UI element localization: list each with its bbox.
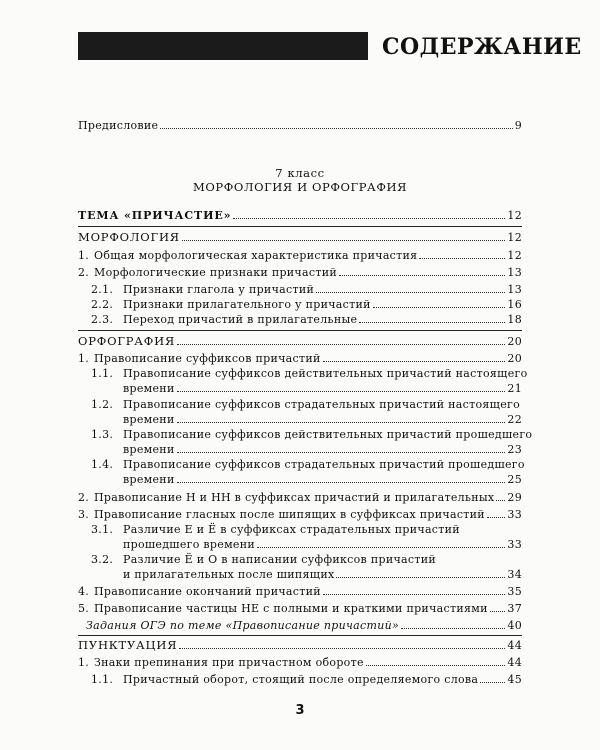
toc-label: Морфологические признаки причастий — [94, 266, 337, 279]
dot-leader — [177, 482, 506, 483]
toc-page: 34 — [507, 568, 522, 581]
toc-page: 13 — [507, 283, 522, 296]
toc-label: Правописание суффиксов страдательных причастий прошедшего — [123, 458, 525, 471]
toc-page: 35 — [507, 585, 522, 598]
toc-label: Различие Е и Ё в суффиксах страдательных причастий — [123, 523, 460, 536]
toc-label: Правописание суффиксов действительных причастий прошедшего — [123, 428, 533, 441]
toc-number: 1.4. — [91, 458, 114, 471]
toc-page: 29 — [507, 491, 522, 504]
toc-page: 12 — [507, 231, 522, 244]
toc-number: 2.2. — [91, 298, 114, 311]
toc-section-morphology[interactable] — [78, 230, 522, 244]
toc-label: прошедшего времени — [123, 538, 255, 551]
page-number: 3 — [295, 703, 305, 718]
dot-leader — [401, 628, 505, 629]
toc-entry-orth-4[interactable] — [78, 584, 522, 598]
toc-entry-orth-3[interactable] — [78, 507, 522, 521]
toc-entry-oge-tasks[interactable] — [86, 618, 522, 632]
dot-leader — [339, 275, 505, 276]
toc-page: 23 — [507, 443, 522, 456]
part-heading: МОРФОЛОГИЯ И ОРФОГРАФИЯ — [192, 180, 408, 194]
toc-entry-orth-3-2-line2[interactable] — [123, 567, 522, 581]
dot-leader — [490, 611, 506, 612]
section-rule — [78, 226, 522, 227]
toc-entry-orth-3-1-line1[interactable] — [91, 523, 460, 536]
toc-label: и прилагательных после шипящих — [123, 568, 335, 581]
dot-leader — [177, 391, 506, 392]
toc-page: 12 — [507, 249, 522, 262]
toc-label: Правописание гласных после шипящих в суффиксах причастий — [94, 508, 485, 521]
toc-entry-morph-2[interactable] — [78, 265, 522, 279]
toc-number: 1.1. — [91, 673, 114, 686]
toc-entry-morph-1[interactable] — [78, 248, 522, 262]
toc-label: времени — [123, 473, 175, 486]
toc-label: Признаки глагола у причастий — [123, 283, 315, 296]
toc-page: 22 — [507, 413, 522, 426]
toc-page: 44 — [507, 656, 522, 669]
toc-page: 12 — [507, 209, 522, 222]
toc-page: 40 — [507, 619, 522, 632]
toc-label: Знаки препинания при причастном обороте — [94, 656, 364, 669]
toc-page: 33 — [507, 538, 522, 551]
dot-leader — [323, 594, 506, 595]
toc-entry-orth-1-4-line1[interactable] — [91, 458, 525, 471]
toc-label: Правописание окончаний причастий — [94, 585, 321, 598]
toc-page: 25 — [507, 473, 522, 486]
toc-label: Правописание суффиксов причастий — [94, 352, 321, 365]
dot-leader — [182, 240, 506, 241]
toc-number: 1. — [78, 249, 90, 262]
toc-label: времени — [123, 443, 175, 456]
dot-leader — [487, 517, 505, 518]
toc-page: 20 — [507, 352, 522, 365]
toc-section-orthography[interactable] — [78, 334, 522, 348]
dot-leader — [177, 452, 506, 453]
toc-entry-preface[interactable] — [78, 118, 522, 132]
toc-number: 2. — [78, 491, 90, 504]
toc-page: 21 — [507, 382, 522, 395]
toc-entry-orth-1-4-line2[interactable] — [123, 472, 522, 486]
toc-page: 18 — [507, 313, 522, 326]
toc-number: 1.2. — [91, 398, 114, 411]
toc-label: Задания ОГЭ по теме «Правописание причастий» — [86, 619, 400, 632]
toc-page: 45 — [507, 673, 522, 686]
toc-entry-orth-1-2-line1[interactable] — [91, 398, 520, 411]
toc-number: 2. — [78, 266, 90, 279]
toc-entry-topic[interactable] — [78, 208, 522, 222]
toc-label: ОРФОГРАФИЯ — [78, 334, 176, 348]
toc-label: Правописание суффиксов действительных причастий настоящего — [123, 367, 528, 380]
toc-number: 1. — [78, 352, 90, 365]
toc-number: 3.1. — [91, 523, 114, 536]
toc-page: 13 — [507, 266, 522, 279]
toc-number: 2.3. — [91, 313, 114, 326]
toc-entry-orth-1-1-line1[interactable] — [91, 367, 528, 380]
toc-label: Общая морфологическая характеристика причастия — [94, 249, 418, 262]
toc-entry-morph-2-2[interactable] — [91, 297, 522, 311]
toc-page: 20 — [507, 335, 522, 348]
toc-entry-orth-1-1-line2[interactable] — [123, 381, 522, 395]
toc-label: Правописание частицы НЕ с полными и краткими причастиями — [94, 602, 488, 615]
toc-number: 2.1. — [91, 283, 114, 296]
toc-entry-morph-2-3[interactable] — [91, 312, 522, 326]
toc-label: Признаки прилагательного у причастий — [123, 298, 371, 311]
dot-leader — [496, 500, 505, 501]
dot-leader — [480, 682, 505, 683]
toc-label: Различие Ё и О в написании суффиксов причастий — [123, 553, 436, 566]
toc-entry-morph-2-1[interactable] — [91, 282, 522, 296]
dot-leader — [257, 547, 505, 548]
toc-label: Предисловие — [78, 119, 159, 132]
section-rule — [78, 330, 522, 331]
toc-entry-orth-1-3-line1[interactable] — [91, 428, 532, 441]
dot-leader — [177, 344, 505, 345]
toc-page: 33 — [507, 508, 522, 521]
toc-section-punctuation[interactable] — [78, 638, 522, 652]
grade-heading: 7 класс — [275, 166, 325, 180]
toc-label: времени — [123, 413, 175, 426]
toc-label: ПУНКТУАЦИЯ — [78, 638, 178, 652]
toc-label: Правописание суффиксов страдательных причастий настоящего — [123, 398, 520, 411]
toc-label: ТЕМА «ПРИЧАСТИЕ» — [78, 209, 232, 222]
toc-entry-orth-2[interactable] — [78, 490, 522, 504]
toc-number: 1.3. — [91, 428, 114, 441]
dot-leader — [373, 307, 506, 308]
toc-label: Причастный оборот, стоящий после определяемого слова — [123, 673, 479, 686]
toc-number: 1.1. — [91, 367, 114, 380]
toc-entry-orth-1-3-line2[interactable] — [123, 442, 522, 456]
toc-entry-punct-1[interactable] — [78, 655, 522, 669]
toc-number: 4. — [78, 585, 90, 598]
dot-leader — [233, 218, 505, 219]
toc-number: 3.2. — [91, 553, 114, 566]
toc-number: 1. — [78, 656, 90, 669]
toc-entry-punct-1-1[interactable] — [91, 672, 522, 686]
toc-entry-orth-1[interactable] — [78, 351, 522, 365]
toc-entry-orth-3-2-line1[interactable] — [91, 553, 436, 566]
dot-leader — [323, 361, 506, 362]
dot-leader — [179, 648, 505, 649]
title-banner-bar — [78, 32, 368, 60]
toc-label: Правописание Н и НН в суффиксах причастий и прилагательных — [94, 491, 495, 504]
toc-entry-orth-3-1-line2[interactable] — [123, 537, 522, 551]
toc-entry-orth-5[interactable] — [78, 601, 522, 615]
toc-page: 9 — [514, 119, 522, 132]
toc-label: Переход причастий в прилагательные — [123, 313, 358, 326]
toc-page: 37 — [507, 602, 522, 615]
page-title: СОДЕРЖАНИЕ — [382, 34, 582, 60]
toc-entry-orth-1-2-line2[interactable] — [123, 412, 522, 426]
dot-leader — [359, 322, 505, 323]
toc-number: 3. — [78, 508, 90, 521]
section-rule — [78, 635, 522, 636]
dot-leader — [419, 258, 505, 259]
toc-number: 5. — [78, 602, 90, 615]
dot-leader — [336, 577, 505, 578]
toc-label: МОРФОЛОГИЯ — [78, 230, 180, 244]
dot-leader — [316, 292, 505, 293]
dot-leader — [160, 128, 512, 129]
dot-leader — [366, 665, 506, 666]
toc-page: 16 — [507, 298, 522, 311]
toc-label: времени — [123, 382, 175, 395]
dot-leader — [177, 422, 506, 423]
toc-page: 44 — [507, 639, 522, 652]
